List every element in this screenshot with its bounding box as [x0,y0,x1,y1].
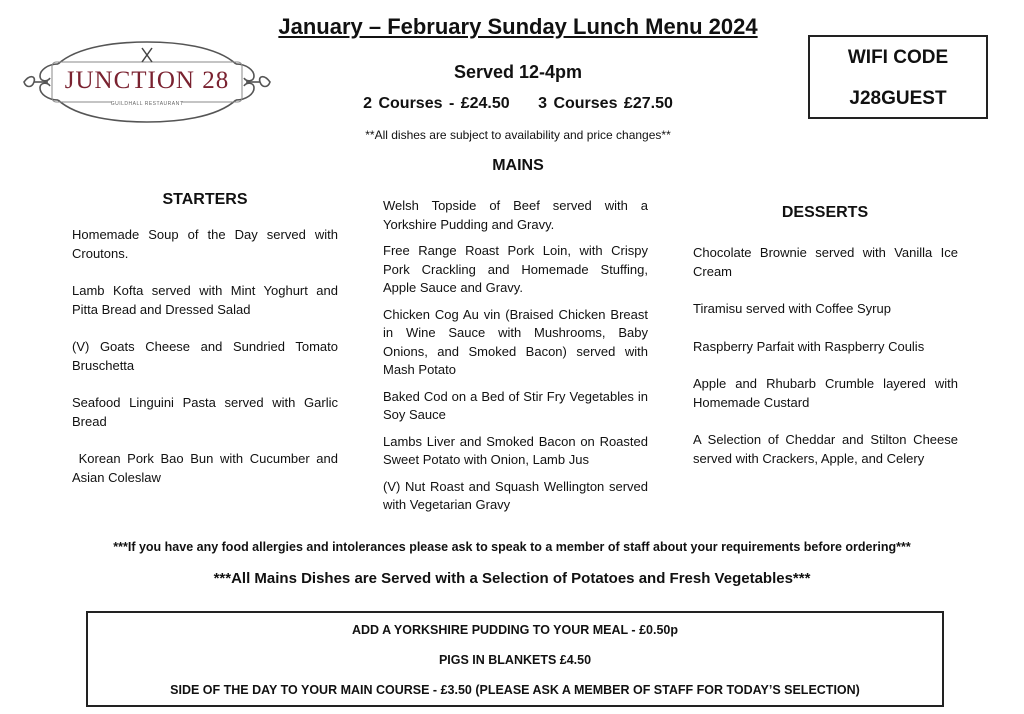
main-item: Chicken Cog Au vin (Braised Chicken Breast in Wine Sauce with Mushrooms, Baby Onions, and Smoked Bacon) served with Mash Potato [383,306,648,377]
starters-heading: STARTERS [162,191,248,208]
main-item: Free Range Roast Pork Loin, with Crispy Pork Crackling and Homemade Stuffing, Apple Sauce and Gravy. [383,243,648,295]
starters-list [72,226,341,506]
main-item: Welsh Topside of Beef served with a Yorkshire Pudding and Gravy. [383,198,648,232]
starter-item: (V) Goats Cheese and Sundried Tomato Bruschetta [72,339,338,373]
wifi-label: WIFI CODE [847,47,949,68]
allergy-note: ***If you have any food allergies and intolerances please ask to speak to a member of staff about your requirements before ordering*** [113,540,911,554]
mains-heading: MAINS [492,157,544,174]
extra-item: PIGS IN BLANKETS £4.50 [438,653,592,667]
serving-hours: Served 12-4pm [453,62,583,82]
starter-item: Homemade Soup of the Day served with Croutons. [72,227,338,261]
main-item: Baked Cod on a Bed of Stir Fry Vegetables in Soy Sauce [383,388,648,422]
junction-28-logo [18,38,276,126]
extra-item: SIDE OF THE DAY TO YOUR MAIN COURSE - £3.50 (PLEASE ASK A MEMBER OF STAFF FOR TODAY’S SELECTION) [170,683,860,697]
two-course-price: 2 Courses - £24.50 [363,95,510,112]
main-item: Lambs Liver and Smoked Bacon on Roasted Sweet Potato with Onion, Lamb Jus [383,433,648,467]
starter-item: Korean Pork Bao Bun with Cucumber and Asian Coleslaw [72,451,341,485]
logo-name: JUNCTION 28 [64,67,230,94]
mains-list [383,197,648,523]
desserts-heading: DESSERTS [781,204,869,221]
dessert-item: Apple and Rhubarb Crumble layered with Homemade Custard [693,376,958,410]
three-course-price: 3 Courses £27.50 [538,95,673,112]
wifi-code-box [808,35,988,119]
wifi-code: J28GUEST [849,88,947,109]
menu-title: January – February Sunday Lunch Menu 2024 [278,14,758,39]
dessert-item: Tiramisu served with Coffee Syrup [693,301,891,316]
dessert-item: Chocolate Brownie served with Vanilla Ice Cream [693,245,958,279]
extras-box [86,611,944,707]
dessert-item: A Selection of Cheddar and Stilton Cheese served with Crackers, Apple, and Celery [693,432,958,466]
logo-tagline: GUILDHALL RESTAURANT [110,101,184,107]
cutlery-icon [142,48,152,62]
dessert-item: Raspberry Parfait with Raspberry Coulis [693,338,925,354]
course-prices [330,95,706,113]
extra-item: ADD A YORKSHIRE PUDDING TO YOUR MEAL - £0.50p [352,623,678,637]
main-item: (V) Nut Roast and Squash Wellington served with Vegetarian Gravy [383,478,648,512]
starter-item: Lamb Kofta served with Mint Yoghurt and Pitta Bread and Dressed Salad [72,283,338,317]
desserts-list [693,244,958,487]
mains-vegetables-note: ***All Mains Dishes are Served with a Selection of Potatoes and Fresh Vegetables*** [213,570,811,587]
availability-notice: **All dishes are subject to availability and price changes** [365,128,671,142]
starter-item: Seafood Linguini Pasta served with Garlic Bread [72,395,338,429]
